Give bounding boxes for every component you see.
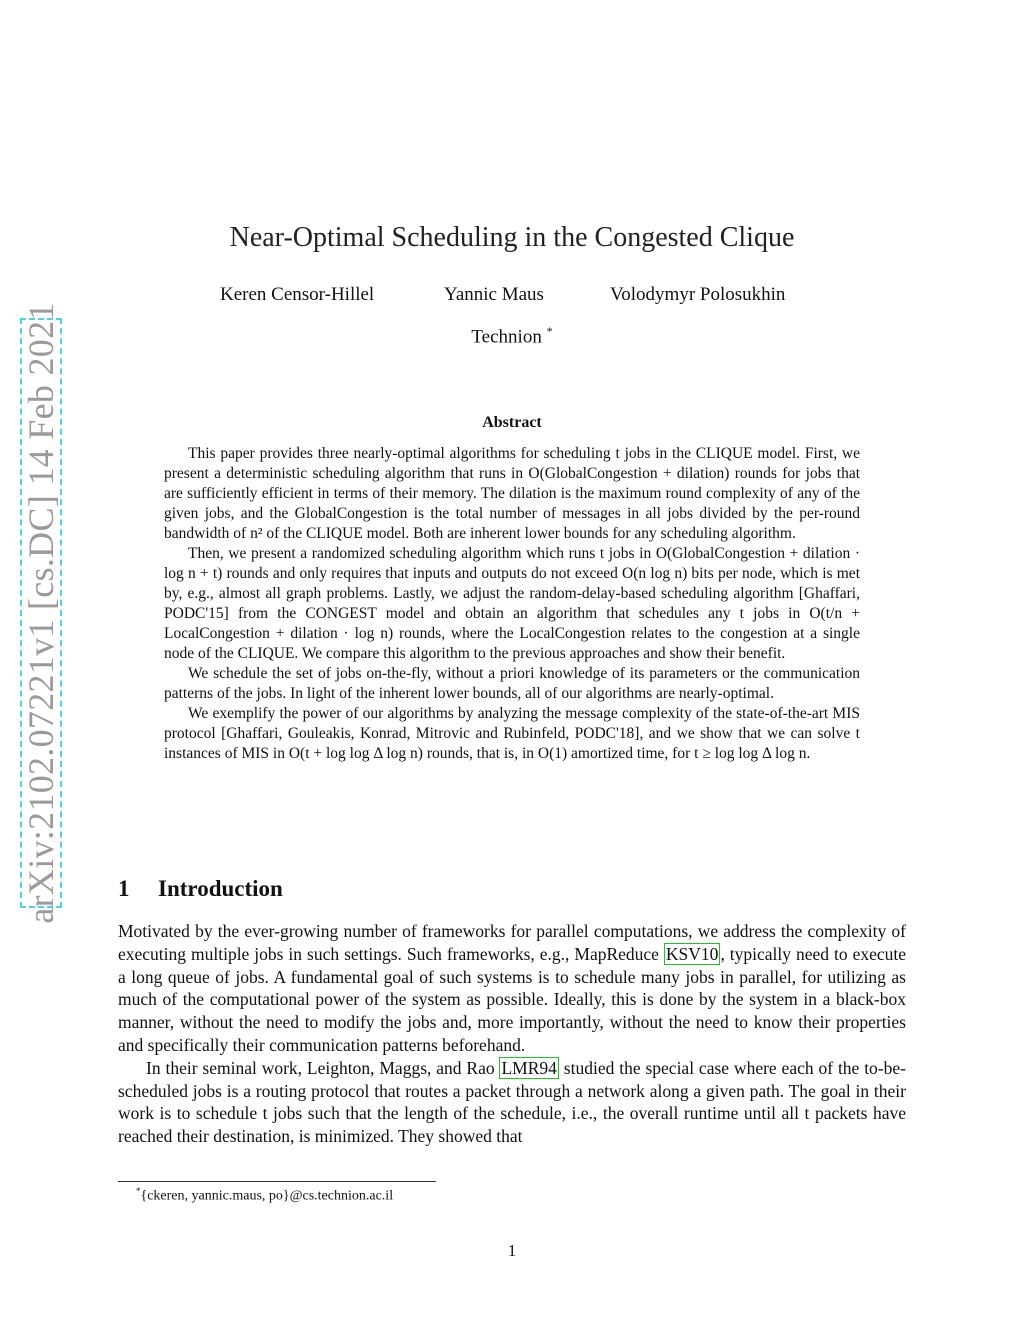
intro-text: , typically need to execute a long queue of jobs. A fundamental goal of such systems is to schedule many jobs in parallel, for utilizing as much of the computational power of the system as possible. Ideally, this is done by the system in a black-box manner, without the need to modify the jobs and, more importantly, without the need to know their properties and specifically their communication patterns beforehand. bbox=[118, 943, 907, 1055]
abstract-paragraph: We exemplify the power of our algorithms by analyzing the message complexity of the state-of-the-art MIS protocol [Ghaffari, Gouleakis, Konrad, Mitrovic and Rubinfeld, PODC'18], and we show that we can solve t instances of MIS in O(t + log log Δ log n) rounds, that is, in O(1) amortized time, for t ≥ log log Δ log n. bbox=[164, 705, 860, 762]
footnote-text: {ckeren, yannic.maus, po}@cs.technion.ac.il bbox=[140, 1188, 394, 1204]
affiliation-name: Technion bbox=[471, 326, 542, 348]
footnote-divider bbox=[118, 1181, 436, 1182]
footnote-marker[interactable]: * bbox=[546, 324, 553, 338]
intro-text: Motivated by the ever-growing number of frameworks for parallel computations, we address the complexity of executing multiple jobs in such settings. Such frameworks, e.g., MapReduce bbox=[118, 921, 906, 964]
abstract-paragraph: Then, we present a randomized scheduling algorithm which runs t jobs in O(GlobalCongestion + dilation · log n + t) rounds and only requires that inputs and outputs do not exceed O(n log n) bits per node, which is met by, e.g., almost all graph problems. Lastly, we adjust the random-delay-based scheduling algorithm [Ghaffari, PODC'15] from the CONGEST model and obtain an algorithm that schedules any t jobs in O(t/n + LocalCongestion + dilation · log n) rounds, where the LocalCongestion relates to the congestion at a single node of the CLIQUE. We compare this algorithm to the previous approaches and show their benefit. bbox=[164, 545, 860, 662]
author-name: Volodymyr Polosukhin bbox=[610, 284, 786, 305]
paper-title: Near-Optimal Scheduling in the Congested Clique bbox=[229, 222, 795, 253]
affiliation bbox=[0, 324, 1024, 348]
citation-link[interactable]: KSV10 bbox=[665, 943, 719, 964]
arxiv-side-stamp[interactable] bbox=[20, 302, 62, 924]
footnote-mark: * bbox=[136, 1186, 141, 1196]
section-heading bbox=[118, 876, 283, 902]
section-title: Introduction bbox=[158, 876, 283, 901]
section-number: 1 bbox=[118, 876, 130, 901]
intro-text: In their seminal work, Leighton, Maggs, and Rao bbox=[146, 1057, 500, 1078]
abstract-heading: Abstract bbox=[482, 414, 542, 431]
intro-text: studied the special case where each of the to-be-scheduled jobs is a routing protocol that routes a packet through a network along a given path. The goal in their work is to schedule t jobs such that the length of the schedule, i.e., the overall runtime until all t packets have reached their destination, is minimized. They showed that bbox=[118, 1057, 906, 1147]
intro-paragraph bbox=[118, 920, 906, 1057]
abstract-body bbox=[164, 444, 860, 764]
abstract-paragraph: We schedule the set of jobs on-the-fly, without a priori knowledge of its parameters or the communication patterns of the jobs. In light of the inherent lower bounds, all of our algorithms are nearly-optimal. bbox=[164, 665, 860, 702]
author-name: Keren Censor-Hillel bbox=[220, 284, 375, 305]
page-number: 1 bbox=[507, 1241, 517, 1260]
abstract-paragraph: This paper provides three nearly-optimal algorithms for scheduling t jobs in the CLIQUE model. First, we present a deterministic scheduling algorithm that runs in O(GlobalCongestion + dilation) rounds for jobs that are sufficiently efficient in terms of their memory. The dilation is the maximum round complexity of any of the given jobs, and the GlobalCongestion is the total number of messages in all jobs divided by the per-round bandwidth of n² of the CLIQUE model. Both are inherent lower bounds for any scheduling algorithm. bbox=[164, 445, 860, 542]
introduction-body bbox=[118, 920, 906, 1148]
citation-link[interactable]: LMR94 bbox=[501, 1057, 557, 1078]
footnote bbox=[136, 1186, 393, 1205]
intro-paragraph bbox=[118, 1057, 906, 1148]
author-name: Yannic Maus bbox=[444, 284, 544, 305]
arxiv-identifier: arXiv:2102.07221v1 [cs.DC] 14 Feb 2021 bbox=[21, 302, 61, 924]
